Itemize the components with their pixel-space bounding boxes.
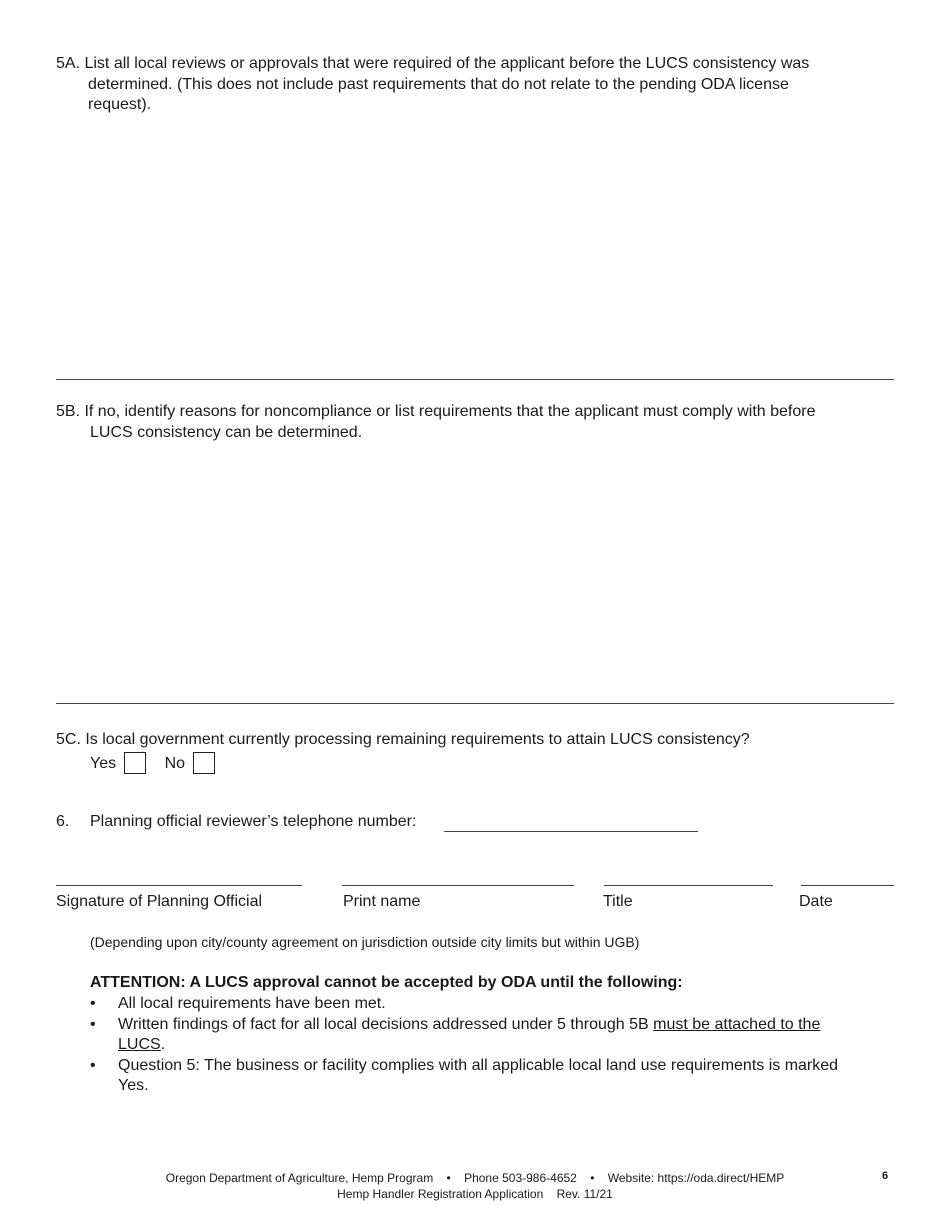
attention-heading: ATTENTION: A LUCS approval cannot be accepted by ODA until the following: [90, 974, 683, 991]
attention-item-3-line-2: Yes. [118, 1077, 149, 1094]
footer-website: Website: https://oda.direct/HEMP [607, 1171, 785, 1185]
question-6-text: Planning official reviewer’s telephone number: [90, 813, 417, 830]
print-name-label: Print name [343, 893, 421, 910]
attention-item-2-prefix: Written findings of fact for all local decisions addressed under 5 through 5B [118, 1015, 654, 1033]
attention-item-1: All local requirements have been met. [118, 995, 386, 1012]
question-5c [56, 730, 916, 774]
jurisdiction-note: (Depending upon city/county agreement on jurisdiction outside city limits but within UGB) [90, 934, 640, 950]
bullet-icon: • [90, 1056, 96, 1074]
question-5b-line-2: LUCS consistency can be determined. [90, 423, 363, 441]
question-6 [56, 812, 416, 833]
divider-5b [56, 703, 894, 704]
footer-org: Oregon Department of Agriculture, Hemp Program [165, 1171, 434, 1185]
question-5a-line-2: determined. (This does not include past requirements that do not relate to the pending ODA license [88, 75, 789, 93]
attention-list [90, 994, 900, 1097]
title-label: Title [603, 893, 633, 910]
footer-separator: • [590, 1171, 595, 1185]
answer-area-5a[interactable] [56, 120, 894, 378]
question-5a-number: 5A. [56, 55, 81, 72]
question-5c-text: Is local government currently processing remaining requirements to attain LUCS consistency? [85, 731, 750, 748]
date-label: Date [799, 893, 833, 910]
attention-item-3-line-1: Question 5: The business or facility complies with all applicable local land use requirements is marked [118, 1056, 839, 1074]
list-item [90, 1015, 900, 1056]
question-5a [56, 54, 916, 116]
attention-item-2-underlined: must be attached to the [653, 1015, 821, 1033]
question-5c-number: 5C. [56, 731, 81, 748]
footer-line-1 [0, 1171, 950, 1185]
no-checkbox[interactable] [193, 752, 215, 774]
print-name-field[interactable] [342, 885, 574, 886]
question-5b-number: 5B. [56, 403, 81, 420]
no-label: No [164, 754, 186, 772]
signature-label: Signature of Planning Official [56, 893, 263, 910]
title-field[interactable] [604, 885, 773, 886]
bullet-icon: • [90, 1015, 96, 1033]
yes-label: Yes [90, 754, 117, 772]
list-item [90, 994, 900, 1015]
question-5b-line-1: If no, identify reasons for noncompliance or list requirements that the applicant must comply with before [84, 403, 816, 420]
date-field[interactable] [801, 885, 894, 886]
telephone-field[interactable] [444, 831, 698, 832]
footer-separator: • [446, 1171, 451, 1185]
footer-phone: Phone 503-986-4652 [464, 1171, 577, 1185]
question-6-number: 6. [56, 813, 70, 830]
attention-item-2-suffix: . [160, 1036, 166, 1053]
yes-checkbox[interactable] [124, 752, 146, 774]
divider-5a [56, 379, 894, 380]
bullet-icon: • [90, 995, 96, 1012]
question-5a-line-1: List all local reviews or approvals that were required of the applicant before the LUCS consistency was [84, 55, 810, 72]
list-item [90, 1056, 900, 1097]
question-5b [56, 402, 916, 443]
attention-item-2-underlined-lucs: LUCS [118, 1036, 161, 1053]
answer-area-5b[interactable] [56, 448, 894, 702]
page-number: 6 [882, 1170, 889, 1182]
signature-field[interactable] [56, 885, 302, 886]
footer-line-2: Hemp Handler Registration Application Rev. 11/21 [337, 1187, 613, 1201]
question-5a-line-3: request). [88, 96, 152, 113]
